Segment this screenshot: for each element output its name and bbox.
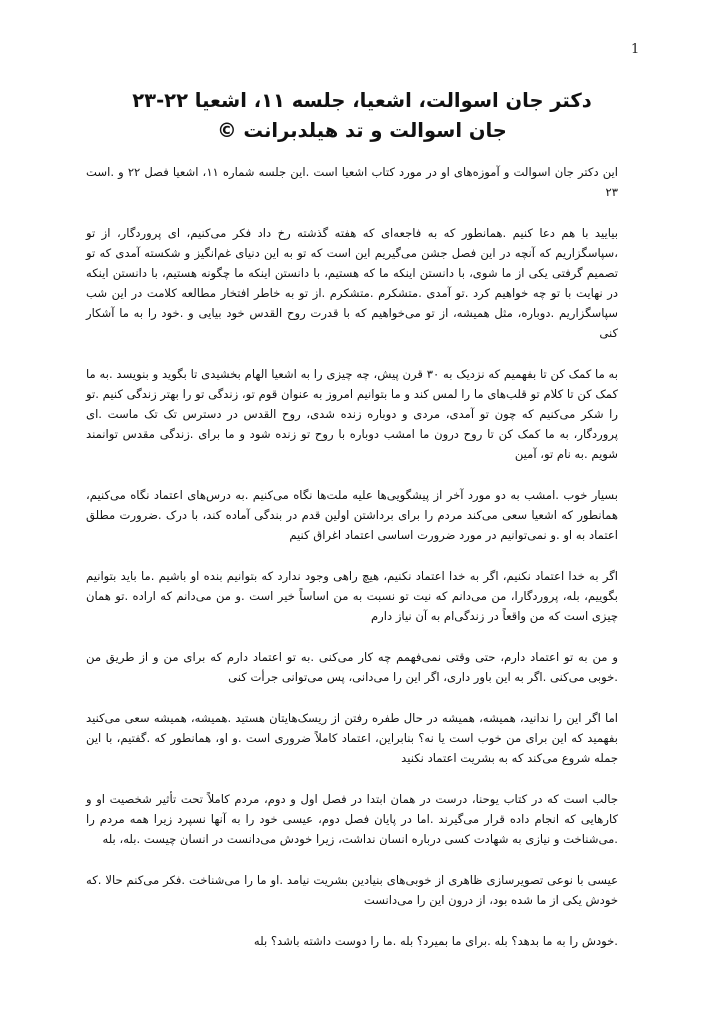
paragraph: اما اگر این را ندانید، همیشه، همیشه در حال طفره رفتن از ریسک‌هایتان هستید .همیشه، همیشه سعی می‌کنید بفهمید که این برای من خوب است یا نه؟ بنابراین، اعتماد کاملاً ضروری است .و او، همانطور که .گفتیم، با این جمله شروع می‌کند که به بشریت اعتماد نکنید: [86, 711, 618, 765]
paragraph: و من به تو اعتماد دارم، حتی وقتی نمی‌فهمم چه کار می‌کنی .به تو اعتماد دارم که برای من و از طریق من .خوبی می‌کنی .اگر به این باور داری، اگر این را می‌دانی، پس می‌توانی جرأت کنی: [86, 650, 618, 684]
paragraph: بسیار خوب .امشب به دو مورد آخر از پیشگویی‌ها علیه ملت‌ها نگاه می‌کنیم .به درس‌های اعتماد نگاه می‌کنیم، همانطور که اشعیا سعی می‌کند مردم را برای برداشتن اولین قدم در بندگی آماده کند، با درک .ضرورت مطلق اعتماد به او .و نمی‌توانیم در مورد ضرورت اساسی اعتماد اغراق کنیم: [86, 488, 618, 542]
title-line-1: دکتر جان اسوالت، اشعیا، جلسه ۱۱، اشعیا ۲۲-۲۳: [132, 89, 592, 112]
paragraph: جالب است که در کتاب یوحنا، درست در همان ابتدا در فصل اول و دوم، مردم کاملاً تحت تأثیر شخصیت او و کارهایی که انجام داده قرار می‌گیرند .اما در پایان فصل دوم، عیسی خود را به آنها نسپرد زیرا همه مردم را .می‌شناخت و نیازی به شهادت کسی درباره انسان نداشت، زیرا خودش می‌دانست در انسان چیست .بله، بله: [86, 792, 618, 846]
page-number: 1: [631, 42, 640, 57]
paragraph: .خودش را به ما بدهد؟ بله .برای ما بمیرد؟ بله .ما را دوست داشته باشد؟ بله: [253, 934, 618, 948]
paragraph: به ما کمک کن تا بفهمیم که نزدیک به ۳۰ قرن پیش، چه چیزی را به اشعیا الهام بخشیدی تا بگوید و بنویسد .به ما کمک کن تا کلام تو قلب‌های ما را لمس کند و ما بتوانیم امروز به عنوان قوم تو، زندگی تو را بهتر زندگی کنیم .تو را شکر می‌کنیم که چون تو آمدی، مردی و دوباره زنده شدی، روح القدس در دسترس تک تک ماست .ای پروردگار، به ما کمک کن تا روح درون ما امشب دوباره با روح تو زنده شود و ما برای .زندگی مقدس توانمند شویم .به نام تو، آمین: [86, 367, 618, 461]
title-line-2: جان اسوالت و تد هیلدبرانت ©: [217, 119, 507, 142]
paragraph: این دکتر جان اسوالت و آموزه‌های او در مورد کتاب اشعیا است .این جلسه شماره ۱۱، اشعیا فصل ۲۲ و .است ۲۳: [86, 165, 618, 199]
paragraph: بیایید با هم دعا کنیم .همانطور که به فاجعه‌ای که هفته گذشته رخ داد فکر می‌کنیم، ای پروردگار، از تو ،سپاسگزاریم که آنچه در این فصل جشن می‌گیریم این است که تو به این دنیای غم‌انگیز و شکسته آمدی که تو تصمیم گرفتی یکی از ما شوی، با دانستن اینکه ما که هستیم، با دانستن اینکه ما چگونه هستیم، با دانستن اینکه در نهایت با تو چه خواهیم کرد .تو آمدی .متشکرم .متشکرم .از تو به خاطر افتخار مطالعه کلامت در این شب سپاسگزاریم .دوباره، مثل همیشه، از تو می‌خواهیم که با قدرت روح القدس خود بیایی و .خود را به ما آشکار کنی: [86, 226, 618, 340]
paragraph: عیسی با نوعی تصویرسازی ظاهری از خوبی‌های بنیادین بشریت نیامد .او ما را می‌شناخت .فکر می‌کنم حالا .که خودش یکی از ما شده بود، از درون این را می‌دانست: [86, 873, 618, 907]
paragraph: اگر به خدا اعتماد نکنیم، اگر به خدا اعتماد نکنیم، هیچ راهی وجود ندارد که بتوانیم بنده او باشیم .ما باید بتوانیم بگوییم، بله، پروردگارا، من می‌دانم که نیت تو نسبت به من اساساً خیر است .و من می‌دانم که اراده .تو همان چیزی است که من واقعاً در زندگی‌ام به آن نیاز دارم: [86, 569, 618, 623]
document-body: [86, 162, 618, 972]
document-title: [60, 86, 664, 146]
